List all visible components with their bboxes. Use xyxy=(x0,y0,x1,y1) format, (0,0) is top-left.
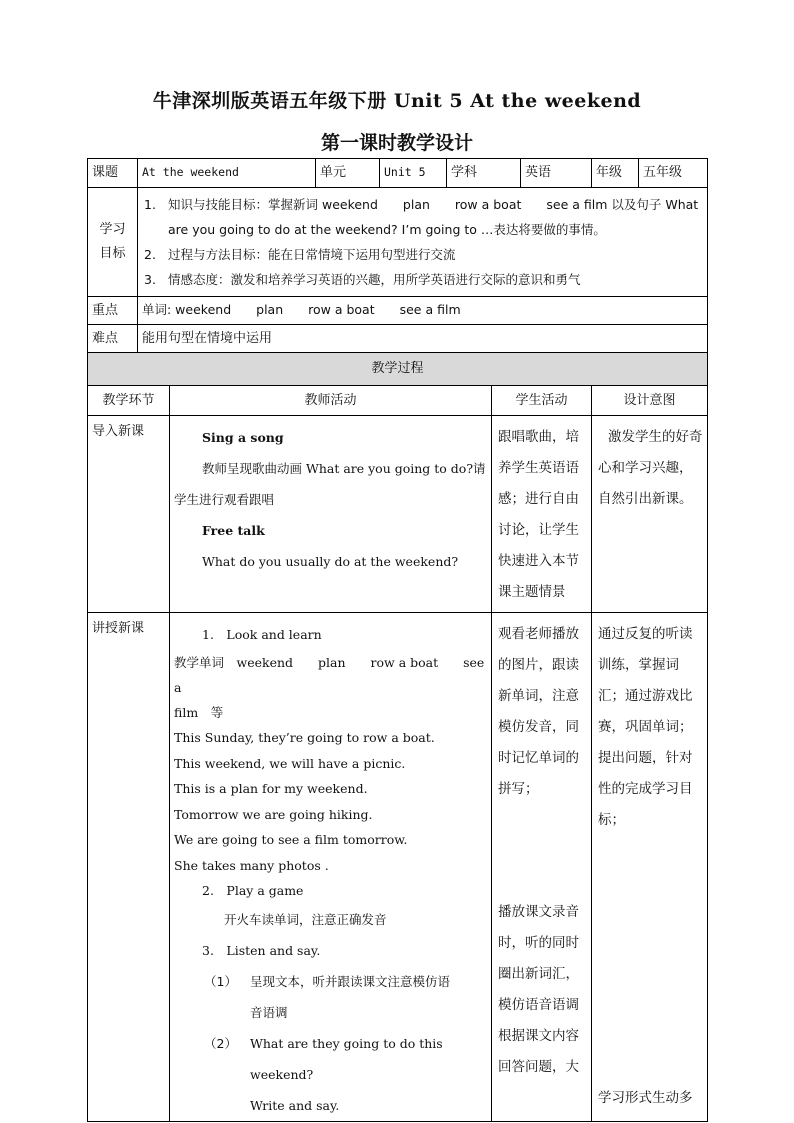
student-activity-teach: 观看老师播放的图片，跟读新单词，注意模仿发音，同时记忆单词的拼写； 播放课文录音时，听的同时圈出新词汇，模仿语音语调根据课文内容回答问题，大 xyxy=(492,613,592,1122)
listen-step-2: （2） What are they going to do this weekend? Write and say. xyxy=(204,1035,443,1113)
difficulty-row xyxy=(88,325,708,353)
example-sentence: This Sunday, they’re going to row a boat. xyxy=(174,730,435,745)
info-row xyxy=(88,159,708,188)
goal-item: 1. 知识与技能目标：掌握新词 weekend plan row a boat see a film 以及句子 What are you going to do at the weekend? I’m going to …表达将要做的事情。 xyxy=(144,197,699,237)
stage-intro: 导入新课 xyxy=(88,416,170,613)
topic-label: 课题 xyxy=(88,159,138,188)
document-subtitle: 第一课时教学设计 xyxy=(320,132,473,154)
col-student-header: 学生活动 xyxy=(492,386,592,416)
play-a-game-desc: 开火车读单词，注意正确发音 xyxy=(224,911,387,927)
goals-row xyxy=(88,188,708,297)
stage-teach: 讲授新课 xyxy=(88,613,170,1122)
col-purpose-header: 设计意图 xyxy=(592,386,708,416)
listen-step-1: （1） 呈现文本，听并跟读课文注意模仿语 音语调 xyxy=(204,973,451,1020)
difficulty-text: 能用句型在情境中运用 xyxy=(138,325,708,353)
difficulty-label: 难点 xyxy=(88,325,138,353)
key-point-row xyxy=(88,297,708,325)
col-stage-header: 教学环节 xyxy=(88,386,170,416)
goals-content xyxy=(138,188,708,297)
process-row-teach xyxy=(88,613,708,1122)
example-sentence: This weekend, we will have a picnic. xyxy=(174,755,406,771)
process-column-headers xyxy=(88,386,708,416)
process-row-intro xyxy=(88,416,708,613)
sing-a-song-desc: 教师呈现歌曲动画 What are you going to do?请学生进行观看跟唱 xyxy=(174,461,486,507)
goal-item: 2. 过程与方法目标：能在日常情境下运用句型进行交流 xyxy=(144,247,456,262)
goals-label: 学习目标 xyxy=(88,188,138,297)
grade-value: 五年级 xyxy=(639,159,708,188)
teacher-activity-intro xyxy=(170,416,492,613)
purpose-teach: 通过反复的听读训练，掌握词汇；通过游戏比赛，巩固单词；提出问题，针对性的完成学习目标； 学习形式生动多 xyxy=(592,613,708,1122)
example-sentence: Tomorrow we are going hiking. xyxy=(174,806,373,822)
teach-words-line: 教学单词 weekend plan row a boat see a xyxy=(174,655,485,695)
key-point-label: 重点 xyxy=(88,297,138,325)
free-talk-heading: Free talk xyxy=(202,523,265,538)
grade-label: 年级 xyxy=(592,159,639,188)
document-title: 牛津深圳版英语五年级下册 Unit 5 At the weekend xyxy=(152,90,642,112)
sing-a-song-heading: Sing a song xyxy=(202,430,284,445)
example-sentence: We are going to see a film tomorrow. xyxy=(174,832,408,847)
subject-value: 英语 xyxy=(521,159,592,188)
free-talk-question: What do you usually do at the weekend? xyxy=(202,554,459,569)
teacher-activity-teach xyxy=(170,613,492,1122)
col-teacher-header: 教师活动 xyxy=(170,386,492,416)
play-a-game-heading: 2. Play a game xyxy=(202,883,304,898)
subject-label: 学科 xyxy=(447,159,521,188)
unit-value: Unit 5 xyxy=(380,159,447,188)
unit-label: 单元 xyxy=(316,159,380,188)
teach-words-line2: film 等 xyxy=(174,705,224,720)
process-table xyxy=(87,352,708,1122)
student-activity-intro: 跟唱歌曲，培养学生英语语感；进行自由讨论，让学生快速进入本节课主题情景 xyxy=(492,416,592,613)
goal-item: 3. 情感态度：激发和培养学习英语的兴趣，用所学英语进行交际的意识和勇气 xyxy=(144,272,581,287)
example-sentence: This is a plan for my weekend. xyxy=(174,781,368,796)
key-point-text: 单词: weekend plan row a boat see a film xyxy=(138,297,708,325)
example-sentence: She takes many photos . xyxy=(174,857,329,873)
lesson-plan-table-frame xyxy=(87,158,707,1113)
lesson-plan-table xyxy=(87,158,708,353)
purpose-intro: 激发学生的好奇心和学习兴趣，自然引出新课。 xyxy=(592,416,708,613)
process-header: 教学过程 xyxy=(88,353,708,386)
topic-value: At the weekend xyxy=(138,159,316,188)
listen-and-say-heading: 3. Listen and say. xyxy=(202,942,321,958)
look-and-learn-heading: 1. Look and learn xyxy=(202,627,322,642)
